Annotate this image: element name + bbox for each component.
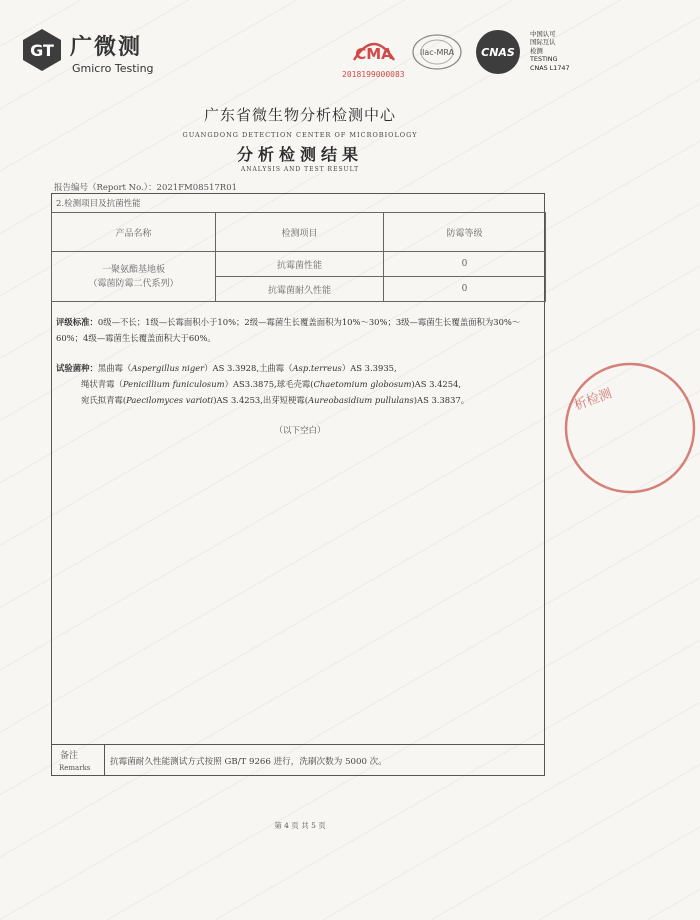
logo-english-name: Gmicro Testing — [72, 62, 154, 75]
section-heading: 2.检测项目及抗菌性能 — [56, 199, 141, 209]
strain-line: 宛氏拟青霉(Paecilomyces varioti)AS 3.4253,出芽短梗霉(Aureobasidium pullulans)AS 3.3837。 — [81, 395, 470, 405]
table-row — [52, 252, 546, 277]
blank-below-note: （以下空白） — [274, 426, 326, 436]
seal-stamp-icon — [560, 358, 700, 498]
remarks-label: 备注 — [60, 751, 79, 761]
product-name-cell: 一聚氨酯基地板 （霉菌防霉二代系列） — [52, 252, 216, 302]
page-number: 第 4 页 共 5 页 — [274, 821, 326, 830]
cma-mark-icon — [348, 34, 400, 64]
report-number: 报告编号（Report No.）：2021FM08517R01 — [54, 183, 238, 193]
logo-chinese-name: 广微测 — [70, 35, 143, 60]
remarks-column-divider — [104, 744, 105, 776]
cnas-accreditation-text: 中国认可 国际互认 检测 TESTING CNAS L1747 — [530, 30, 570, 72]
svg-text:CMA: CMA — [355, 45, 393, 63]
column-header: 防霉等级 — [384, 213, 546, 252]
center-title: 广东省微生物分析检测中心 — [203, 106, 396, 124]
cma-number: 2018199000083 — [342, 70, 405, 79]
column-header: 检测项目 — [216, 213, 384, 252]
remarks-text: 抗霉菌耐久性能测试方式按照 GB/T 9266 进行，洗刷次数为 5000 次。 — [110, 757, 387, 767]
cnas-mark-icon — [470, 28, 526, 76]
svg-text:GT: GT — [30, 41, 54, 60]
criteria-label: 评级标准： — [56, 317, 98, 327]
results-table — [51, 212, 546, 302]
svg-text:CNAS: CNAS — [481, 46, 515, 59]
strain-line: 试验菌种：黑曲霉（Aspergillus niger）AS 3.3928,土曲霉（Asp.terreus）AS 3.3935, — [56, 363, 397, 373]
remarks-label-english: Remarks — [59, 764, 91, 772]
remarks-divider — [51, 744, 545, 745]
grade-cell: 0 — [384, 277, 546, 302]
column-header: 产品名称 — [52, 213, 216, 252]
gt-logo-icon — [20, 28, 64, 72]
svg-text:析检测: 析检测 — [572, 386, 615, 414]
strains-label: 试验菌种： — [56, 363, 98, 373]
svg-text:ilac-MRA: ilac-MRA — [419, 48, 455, 57]
report-title-english: ANALYSIS AND TEST RESULT — [240, 166, 360, 173]
test-item-cell: 抗霉菌性能 — [216, 252, 384, 277]
report-title: 分析检测结果 — [236, 145, 363, 164]
strain-line: 绳状青霉（Penicillium funiculosum）AS3.3875,球毛壳霉(Chaetomium globosum)AS 3.4254, — [81, 379, 462, 389]
ilac-mra-mark-icon — [410, 30, 464, 74]
test-item-cell: 抗霉菌耐久性能 — [216, 277, 384, 302]
center-title-english: GUANGDONG DETECTION CENTER OF MICROBIOLOGY — [182, 131, 418, 139]
grade-cell: 0 — [384, 252, 546, 277]
test-strains — [56, 360, 542, 408]
rating-criteria: 评级标准：0级—不长；1级—长霉面积小于10%；2级—霉菌生长覆盖面积为10%～30%；3级—霉菌生长覆盖面积为30%～60%；4级—霉菌生长覆盖面积大于60%。 — [56, 317, 521, 343]
